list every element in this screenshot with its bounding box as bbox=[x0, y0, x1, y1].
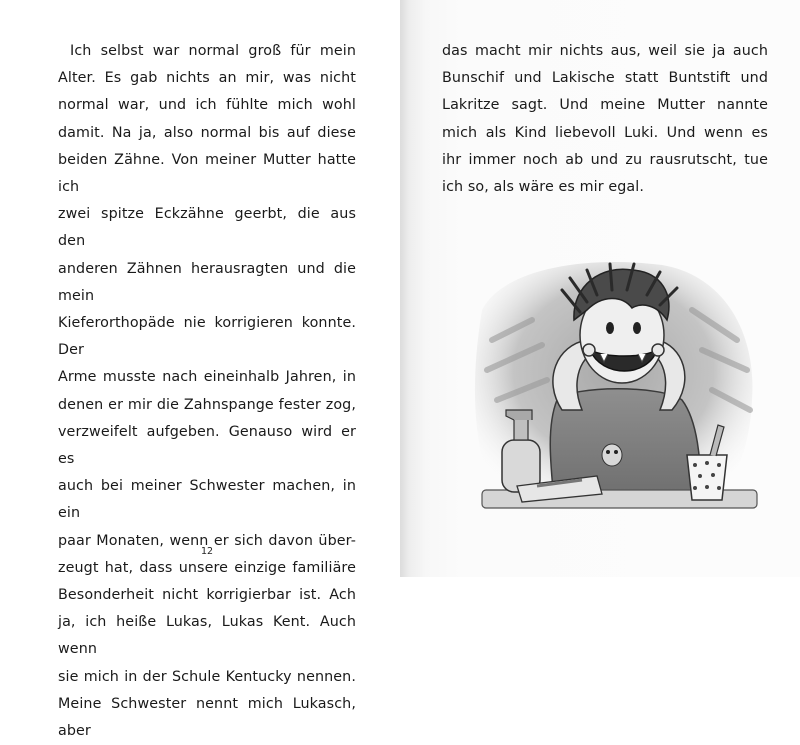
text-line: Bunschif und Lakische statt Buntstift und bbox=[442, 70, 768, 87]
text-line: sie mich in der Schule Kentucky nennen. bbox=[58, 668, 356, 685]
text-line: mich als Kind liebevoll Luki. Und wenn es bbox=[442, 124, 768, 141]
text-line: Arme musste nach eineinhalb Jahren, in bbox=[58, 369, 356, 386]
page-number: 12 bbox=[200, 546, 214, 557]
text-line: damit. Na ja, also normal bis auf diese bbox=[58, 124, 356, 141]
text-line: anderen Zähnen herausragten und die mein bbox=[58, 260, 356, 304]
shirt-print-eye bbox=[606, 450, 610, 454]
eye-left bbox=[606, 322, 614, 334]
text-line: Kieferorthopäde nie korrigieren konnte. Der bbox=[58, 315, 356, 359]
left-page-text bbox=[58, 38, 356, 745]
text-line: ihr immer noch ab und zu rausrutscht, tue bbox=[442, 151, 768, 168]
text-line: zeugt hat, dass unsere einzige familiäre bbox=[58, 559, 356, 576]
text-line: denen er mir die Zahnspange fester zog, bbox=[58, 396, 356, 413]
right-page-text bbox=[442, 38, 768, 201]
text-line: beiden Zähne. Von meiner Mutter hatte ich bbox=[58, 151, 356, 196]
text-line: verzweifelt aufgeben. Genauso wird er es bbox=[58, 423, 356, 468]
text-line: ja, ich heiße Lukas, Lukas Kent. Auch wenn bbox=[58, 614, 356, 658]
text-line: paar Monaten, wenn er sich davon über- bbox=[58, 532, 356, 549]
text-line: Meine Schwester nennt mich Lukasch, aber bbox=[58, 695, 356, 740]
eye-right bbox=[633, 322, 641, 334]
text-line: Ich selbst war normal groß für mein bbox=[70, 43, 356, 59]
text-line: normal war, und ich fühlte mich wohl bbox=[58, 97, 356, 114]
text-line: zwei spitze Eckzähne geerbt, die aus den bbox=[58, 206, 356, 250]
shirt-print bbox=[602, 444, 622, 466]
text-line: Lakritze sagt. Und meine Mutter nannte bbox=[442, 97, 768, 114]
shirt-print-eye bbox=[614, 450, 618, 454]
finger-left bbox=[583, 344, 595, 356]
finger-right bbox=[652, 344, 664, 356]
boy-brushing-teeth-illustration bbox=[462, 250, 762, 520]
dispenser-pump bbox=[506, 410, 532, 420]
text-line: Besonderheit nicht korrigierbar ist. Ach bbox=[58, 587, 356, 604]
text-line: das macht mir nichts aus, weil sie ja auch bbox=[442, 43, 768, 59]
text-line: ich so, als wäre es mir egal. bbox=[442, 179, 644, 196]
text-line: Alter. Es gab nichts an mir, was nicht bbox=[58, 70, 356, 87]
dispenser-neck bbox=[514, 418, 528, 440]
text-line: auch bei meiner Schwester machen, in ein bbox=[58, 478, 356, 522]
left-page bbox=[0, 0, 400, 740]
